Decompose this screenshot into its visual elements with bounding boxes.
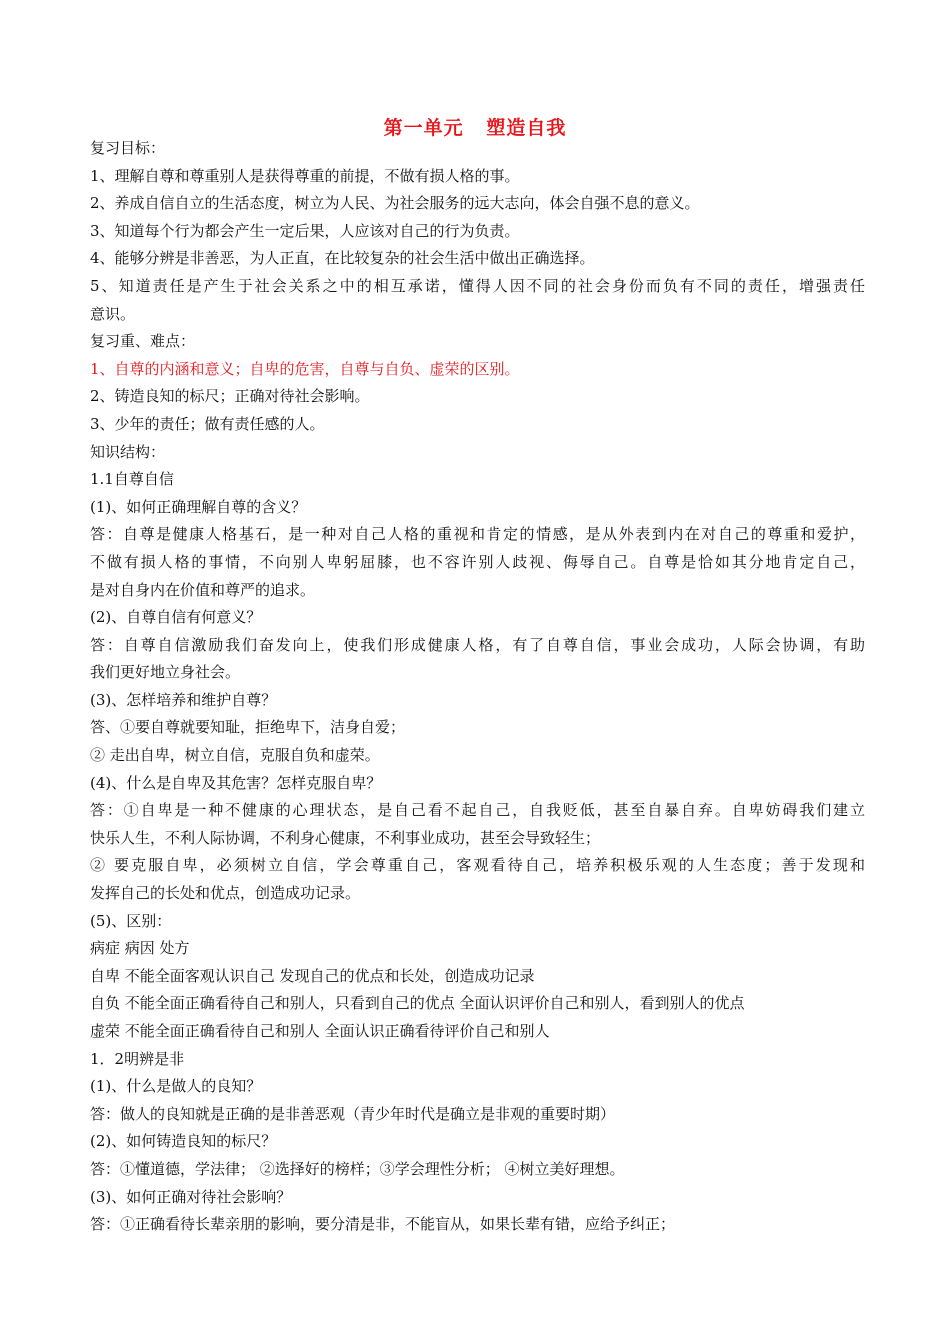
- text-line: 2、养成自信自立的生活态度，树立为人民、为社会服务的远大志向，体会自强不息的意义。: [90, 194, 700, 213]
- text-line: 知识结构：: [90, 442, 166, 461]
- text-line: 答：①懂道德，学法律； ②选择好的榜样；③学会理性分析； ④树立美好理想。: [90, 1159, 625, 1178]
- text-line: 自卑 不能全面客观认识自己 发现自己的优点和长处，创造成功记录: [90, 966, 535, 985]
- text-line: 3、知道每个行为都会产生一定后果，人应该对自己的行为负责。: [90, 221, 520, 240]
- text-line: 3、少年的责任；做有责任感的人。: [90, 414, 325, 433]
- text-line: 5、知道责任是产生于社会关系之中的相互承诺，懂得人因不同的社会身份而负有不同的责任，增强责任: [90, 276, 865, 295]
- text-line: 复习目标：: [90, 139, 166, 157]
- text-line: (3)、怎样培养和维护自尊？: [90, 690, 277, 709]
- text-line: 1.1自尊自信: [90, 470, 174, 489]
- text-line: 答：做人的良知就是正确的是非善恶观（青少年时代是确立是非观的重要时期）: [90, 1104, 616, 1123]
- text-line: 答：①自卑是一种不健康的心理状态，是自己看不起自己，自我贬低，甚至自暴自弃。自卑妨碍我们建立: [90, 801, 865, 820]
- text-line: 1、理解自尊和尊重别人是获得尊重的前提，不做有损人格的事。: [90, 166, 520, 185]
- text-line: (2)、如何铸造良知的标尺？: [90, 1132, 277, 1151]
- text-line: 复习重、难点：: [90, 332, 196, 351]
- text-line: 意识。: [90, 304, 136, 323]
- text-line: ② 要克服自卑，必须树立自信，学会尊重自己，客观看待自己，培养积极乐观的人生态度；善于发现和: [90, 856, 865, 875]
- text-line: 答：①正确看待长辈亲朋的影响，要分清是非，不能盲从，如果长辈有错，应给予纠正；: [90, 1215, 676, 1234]
- text-line: 我们更好地立身社会。: [90, 663, 241, 682]
- text-line: 病症 病因 处方: [90, 939, 190, 958]
- text-line: 2、铸造良知的标尺；正确对待社会影响。: [90, 387, 370, 406]
- text-line: 发挥自己的长处和优点，创造成功记录。: [90, 884, 361, 903]
- text-line: ② 走出自卑，树立自信，克服自负和虚荣。: [90, 746, 380, 765]
- text-line: 虚荣 不能全面正确看待自己和别人 全面认识正确看待评价自己和别人: [90, 1022, 550, 1040]
- text-line: 是对自身内在价值和尊严的追求。: [90, 580, 316, 599]
- text-line: 4、能够分辨是非善恶，为人正直，在比较复杂的社会生活中做出正确选择。: [90, 249, 595, 268]
- text-line: 答、①要自尊就要知耻，拒绝卑下，洁身自爱；: [90, 718, 406, 737]
- text-line: 1、自尊的内涵和意义；自卑的危害，自尊与自负、虚荣的区别。: [90, 359, 520, 378]
- text-line: (3)、如何正确对待社会影响？: [90, 1187, 292, 1206]
- text-line: 快乐人生，不利人际协调，不利身心健康，不利事业成功，甚至会导致轻生；: [90, 828, 601, 847]
- text-line: 答：自尊自信激励我们奋发向上，使我们形成健康人格，有了自尊自信，事业会成功，人际会协调，有助: [90, 635, 865, 654]
- text-line: 不做有损人格的事情，不向别人卑躬屈膝，也不容许别人歧视、侮辱自己。自尊是恰如其分地肯定自己，: [90, 552, 865, 571]
- page-title: 第一单元 塑造自我: [383, 117, 567, 139]
- text-line: (4)、什么是自卑及其危害？怎样克服自卑？: [90, 773, 382, 792]
- text-line: (2)、自尊自信有何意义？: [90, 608, 262, 627]
- text-line: (1)、如何正确理解自尊的含义？: [90, 497, 307, 516]
- text-line: 答：自尊是健康人格基石，是一种对自己人格的重视和肯定的情感，是从外表到内在对自己的尊重和爱护，: [90, 525, 865, 544]
- text-line: 1．2明辨是非: [90, 1049, 185, 1068]
- text-line: (5)、区别：: [90, 911, 172, 930]
- document-body: [90, 135, 865, 1239]
- text-line: 自负 不能全面正确看待自己和别人，只看到自己的优点 全面认识评价自己和别人，看到别人的优点: [90, 994, 745, 1013]
- text-line: (1)、什么是做人的良知？: [90, 1077, 262, 1096]
